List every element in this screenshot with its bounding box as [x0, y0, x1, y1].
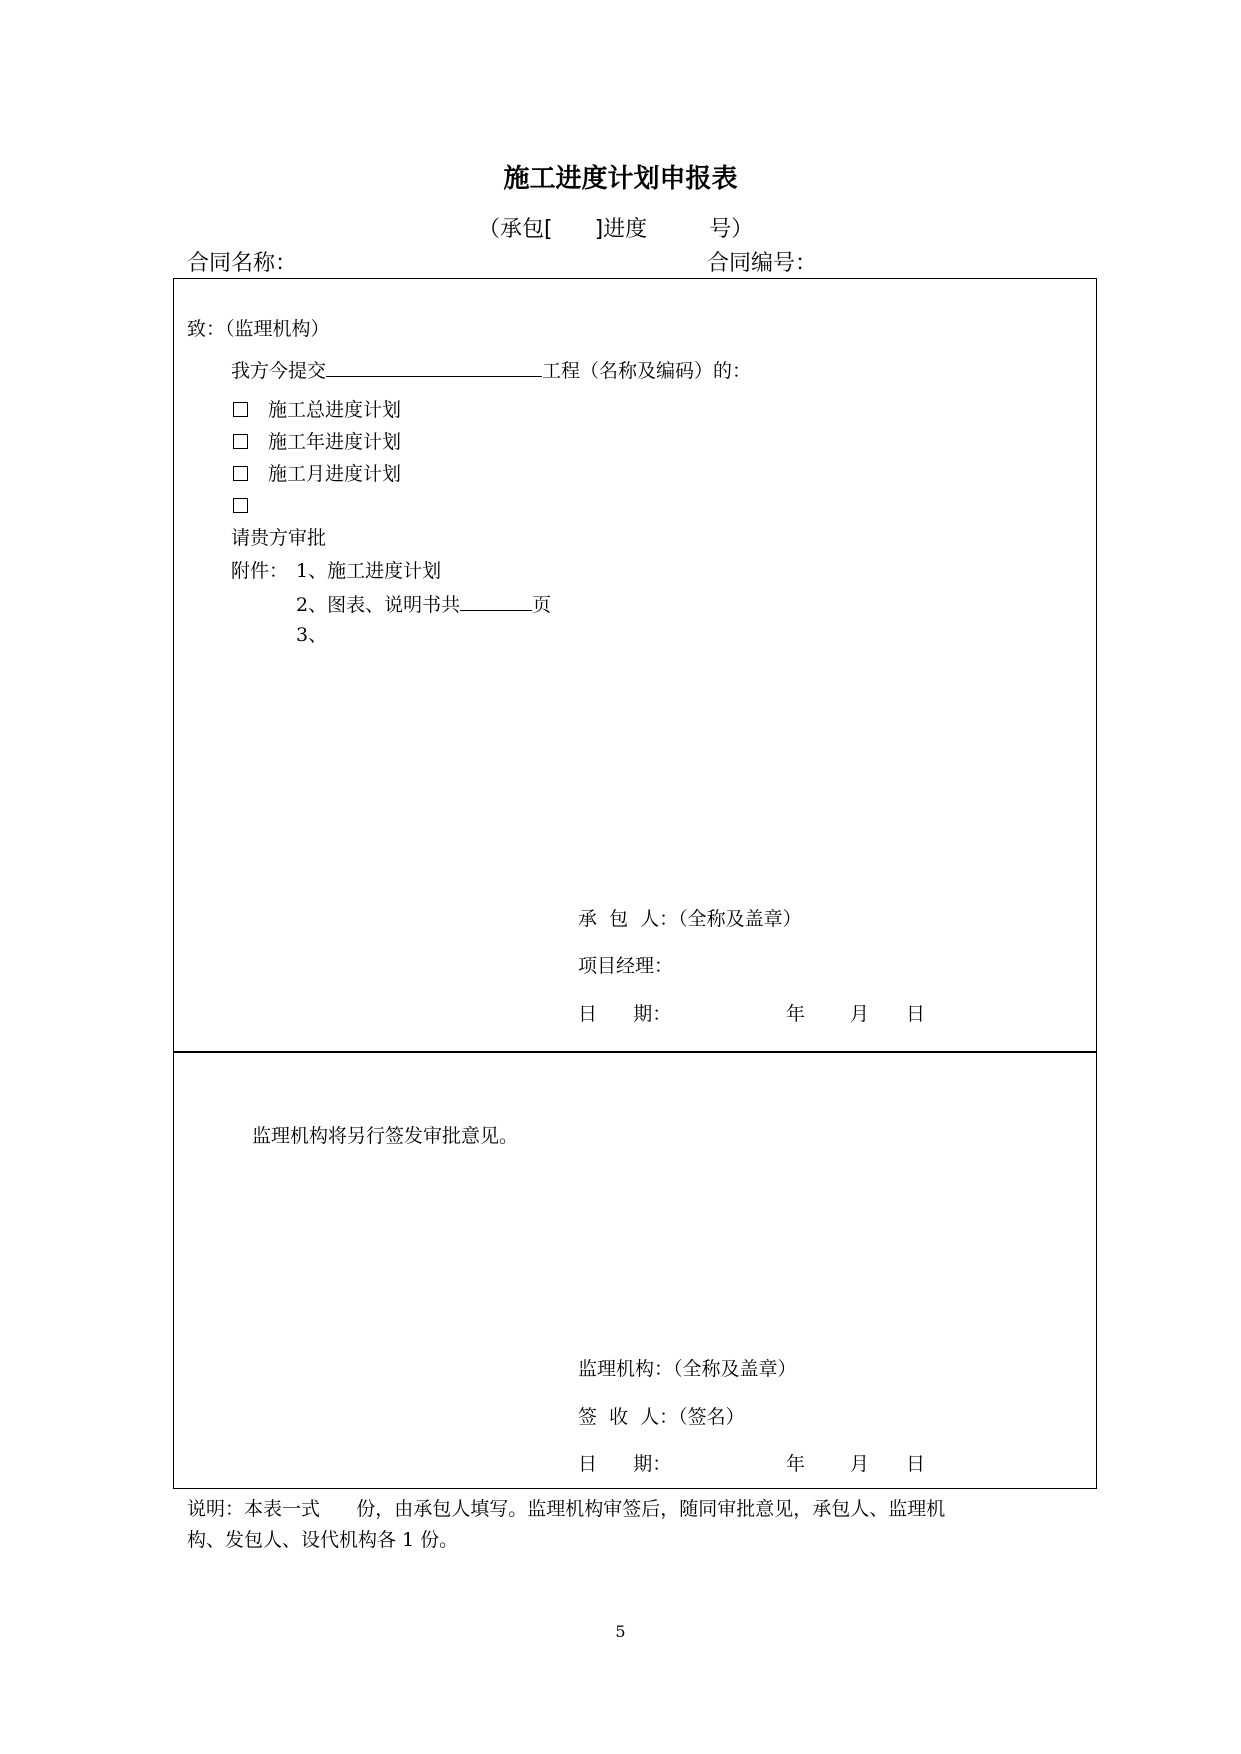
project-name-blank: [326, 356, 542, 377]
attachment-1: 1、施工进度计划: [296, 560, 442, 582]
form-subtitle: [478, 216, 753, 244]
checkbox-item-month[interactable]: [233, 462, 401, 486]
note-line-2: 构、发包人、设代机构各 1 份。: [187, 1529, 459, 1551]
checkbox[interactable]: [233, 402, 248, 417]
opinion-text: 监理机构将另行签发审批意见。: [252, 1125, 519, 1147]
date-year-2: 年: [786, 1453, 806, 1475]
supervisor-label: 监理机构：（全称及盖章）: [578, 1358, 797, 1380]
submit-line: [231, 356, 751, 383]
checkbox[interactable]: [233, 466, 248, 481]
checkbox-label: 施工总进度计划: [268, 399, 402, 421]
subtitle-middle: ]进度: [594, 217, 648, 242]
attachment-3: 3、: [296, 624, 328, 646]
submission-section: [173, 278, 1097, 1053]
page-title: 施工进度计划申报表: [503, 164, 738, 194]
receiver-label: 签 收 人：（签名）: [578, 1406, 745, 1428]
date-year: 年: [786, 1003, 806, 1025]
manager-label: 项目经理：: [578, 955, 674, 977]
date-month-2: 月: [850, 1453, 870, 1475]
date-label-2: 日 期：: [578, 1453, 672, 1475]
contractor-label: 承 包 人：（全称及盖章）: [578, 908, 802, 930]
checkbox[interactable]: [233, 498, 248, 513]
page-number: 5: [615, 1622, 626, 1641]
request-approval: 请贵方审批: [231, 527, 327, 549]
contract-name-label: 合同名称：: [187, 251, 298, 276]
date-day: 日: [906, 1003, 926, 1025]
checkbox-item-other[interactable]: [233, 494, 268, 518]
checkbox-item-year[interactable]: [233, 430, 401, 454]
page-count-blank: [460, 590, 532, 611]
date-label: 日 期：: [578, 1003, 672, 1025]
date-month: 月: [850, 1003, 870, 1025]
attachment-2: [296, 590, 551, 617]
attachment-2-prefix: 2、图表、说明书共: [296, 594, 461, 616]
to-line: 致：（监理机构）: [187, 318, 330, 340]
subtitle-suffix: 号）: [709, 217, 754, 242]
contract-no-label: 合同编号：: [707, 251, 818, 276]
checkbox-label: 施工月进度计划: [268, 463, 402, 485]
checkbox[interactable]: [233, 434, 248, 449]
subtitle-prefix: （承包[: [478, 217, 553, 242]
submit-prefix: 我方今提交: [231, 360, 327, 382]
checkbox-label: 施工年进度计划: [268, 431, 402, 453]
note-line-1: 说明：本表一式 份，由承包人填写。监理机构审签后，随同审批意见，承包人、监理机: [187, 1498, 946, 1520]
attachments-label: 附件：: [231, 560, 289, 582]
attachment-2-suffix: 页: [532, 594, 552, 616]
date-day-2: 日: [906, 1453, 926, 1475]
submit-suffix: 工程（名称及编码）的：: [542, 360, 752, 382]
checkbox-item-total[interactable]: [233, 398, 401, 422]
